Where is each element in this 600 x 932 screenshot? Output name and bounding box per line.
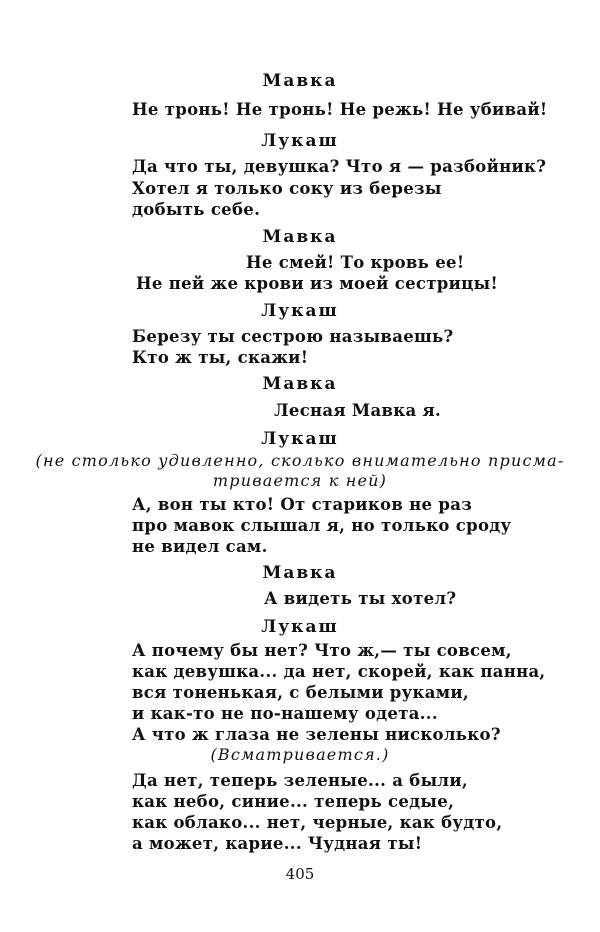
verse-line: как девушка... да нет, скорей, как панна,	[132, 662, 546, 681]
verse-line: Березу ты сестрою называешь?	[132, 327, 454, 346]
speaker-heading: Лукаш	[261, 131, 339, 151]
verse-line: как облако... нет, черные, как будто,	[132, 813, 503, 832]
verse-line: Да нет, теперь зеленые... а были,	[132, 771, 468, 790]
speaker-heading: Мавка	[262, 374, 338, 394]
verse-line: А видеть ты хотел?	[264, 589, 457, 608]
speaker-heading: Лукаш	[261, 617, 339, 637]
stage-direction: (не столько удивленно, сколько внимательно присма-	[35, 451, 565, 470]
verse-line: как небо, синие... теперь седые,	[132, 792, 455, 811]
speaker-heading: Мавка	[262, 71, 338, 91]
verse-line: добыть себе.	[132, 200, 261, 219]
stage-direction: тривается к ней)	[212, 471, 388, 490]
verse-line: вся тоненькая, с белыми руками,	[132, 683, 469, 702]
speaker-heading: Мавка	[262, 563, 338, 583]
verse-line: Не пей же крови из моей сестрицы!	[136, 274, 498, 293]
verse-line: Не смей! То кровь ее!	[246, 253, 465, 272]
verse-line: А, вон ты кто! От стариков не раз	[132, 495, 473, 514]
verse-line: не видел сам.	[132, 537, 268, 556]
verse-line: Да что ты, девушка? Что я — разбойник?	[132, 157, 547, 176]
speaker-heading: Лукаш	[261, 429, 339, 449]
stage-direction: (Всматривается.)	[210, 745, 390, 764]
speaker-heading: Лукаш	[261, 301, 339, 321]
verse-line: А почему бы нет? Что ж,— ты совсем,	[132, 641, 512, 660]
verse-line: Кто ж ты, скажи!	[132, 348, 309, 367]
verse-line: Лесная Мавка я.	[274, 401, 442, 420]
verse-line: и как-то не по-нашему одета...	[132, 704, 438, 723]
page-number: 405	[285, 865, 315, 883]
verse-line: про мавок слышал я, но только сроду	[132, 516, 512, 535]
verse-line: А что ж глаза не зелены нисколько?	[132, 725, 501, 744]
verse-line: Хотел я только соку из березы	[132, 179, 442, 198]
verse-line: Не тронь! Не тронь! Не режь! Не убивай!	[132, 100, 548, 119]
verse-line: а может, карие... Чудная ты!	[132, 834, 423, 853]
speaker-heading: Мавка	[262, 227, 338, 247]
